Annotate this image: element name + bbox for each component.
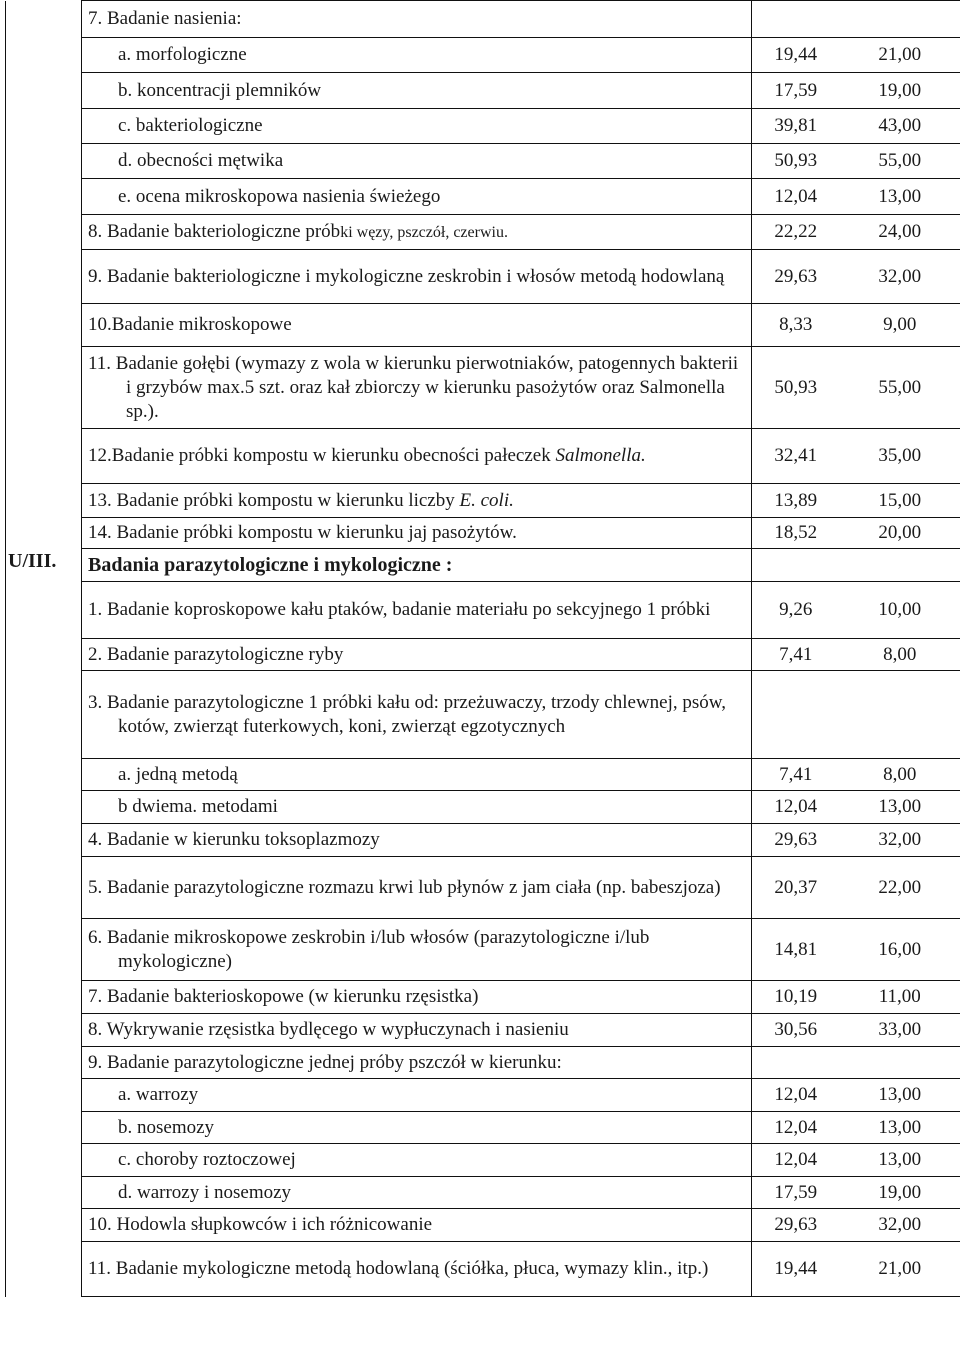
gross-price: 19,00	[878, 1181, 922, 1203]
gross-price: 20,00	[878, 522, 922, 543]
gross-price: 13,00	[878, 1149, 922, 1170]
net-price-cell	[752, 179, 840, 215]
net-price: 30,56	[774, 1019, 818, 1040]
gross-price-cell	[840, 759, 960, 791]
item-description-italic: E. coli.	[459, 489, 514, 511]
gross-price: 32,00	[878, 1214, 922, 1235]
gross-price-cell	[840, 824, 960, 857]
table-row	[6, 304, 960, 347]
item-description-cell	[82, 1, 752, 38]
gross-price-cell	[840, 347, 960, 429]
net-price: 10,19	[774, 986, 818, 1007]
gross-price: 55,00	[878, 376, 922, 398]
net-price: 14,81	[774, 938, 818, 960]
net-price-cell	[752, 981, 840, 1014]
net-price: 20,37	[774, 876, 818, 898]
gross-price-cell	[840, 671, 960, 759]
item-description: b dwiema. metodami	[118, 796, 278, 817]
gross-price-cell	[840, 1112, 960, 1144]
table-row	[6, 639, 960, 671]
net-price: 39,81	[774, 115, 818, 136]
gross-price-cell	[840, 582, 960, 639]
net-price: 12,04	[774, 796, 818, 817]
item-description: 2. Badanie parazytologiczne ryby	[88, 643, 344, 665]
table-row	[6, 518, 960, 549]
net-price: 22,22	[774, 221, 818, 242]
gross-price: 16,00	[878, 938, 922, 960]
net-price-cell	[752, 759, 840, 791]
net-price-cell	[752, 639, 840, 671]
item-description: e. ocena mikroskopowa nasienia świeżego	[118, 185, 441, 207]
gross-price-cell	[840, 179, 960, 215]
gross-price: 15,00	[878, 489, 922, 511]
net-price: 7,41	[779, 763, 813, 785]
table-row	[6, 1177, 960, 1209]
gross-price: 35,00	[878, 445, 922, 466]
gross-price-cell	[840, 639, 960, 671]
net-price: 12,04	[774, 1116, 818, 1138]
table-row	[6, 1112, 960, 1144]
net-price-cell	[752, 215, 840, 250]
item-description: 5. Badanie parazytologiczne rozmazu krwi lub płynów z jam ciała (np. babeszjoza)	[88, 876, 721, 898]
gross-price-cell	[840, 1079, 960, 1112]
item-description: 6. Badanie mikroskopowe zeskrobin i/lub włosów (parazytologiczne i/lub mykologiczne)	[88, 926, 650, 972]
item-description: 9. Badanie bakteriologiczne i mykologiczne zeskrobin i włosów metodą hodowlaną	[88, 265, 725, 287]
item-description-cell	[82, 1079, 752, 1112]
item-description-cell	[82, 549, 752, 582]
item-description-cell	[82, 109, 752, 144]
item-description: d. obecności mętwika	[118, 150, 284, 171]
gross-price: 22,00	[878, 876, 922, 898]
item-description-cell	[82, 518, 752, 549]
table-row	[6, 1242, 960, 1297]
item-description-cell	[82, 250, 752, 304]
item-description-cell	[82, 1014, 752, 1047]
net-price-cell	[752, 857, 840, 919]
item-description-cell	[82, 484, 752, 518]
gross-price-cell	[840, 518, 960, 549]
table-row	[6, 582, 960, 639]
table-row	[6, 857, 960, 919]
item-description-cell	[82, 857, 752, 919]
item-description-cell	[82, 347, 752, 429]
gross-price: 32,00	[878, 265, 922, 287]
item-description-cell	[82, 144, 752, 179]
net-price-cell	[752, 1047, 840, 1079]
item-description-cell	[82, 73, 752, 109]
table-row	[6, 981, 960, 1014]
item-description-wrap	[88, 490, 514, 511]
item-description: a. morfologiczne	[118, 44, 247, 65]
gross-price-cell	[840, 1242, 960, 1297]
item-description: a. warrozy	[118, 1084, 199, 1105]
table-row	[6, 1209, 960, 1242]
gross-price-cell	[840, 429, 960, 484]
item-description-cell	[82, 215, 752, 250]
net-price-cell	[752, 1, 840, 38]
item-description-cell	[82, 1209, 752, 1242]
item-description-cell	[82, 1177, 752, 1209]
gross-price: 8,00	[883, 643, 917, 665]
net-price-cell	[752, 1177, 840, 1209]
item-description-cell	[82, 1112, 752, 1144]
item-description: c. bakteriologiczne	[118, 115, 263, 136]
item-description: 9. Badanie parazytologiczne jednej próby pszczół w kierunku:	[88, 1051, 562, 1073]
table-row	[6, 347, 960, 429]
net-price: 18,52	[774, 522, 818, 543]
gross-price: 55,00	[878, 150, 922, 171]
item-description: 14. Badanie próbki kompostu w kierunku jaj pasożytów.	[88, 522, 517, 543]
section-label-cell	[6, 549, 82, 1297]
item-description-cell	[82, 981, 752, 1014]
item-description: c. choroby roztoczowej	[118, 1149, 296, 1170]
table-row	[6, 759, 960, 791]
gross-price-cell	[840, 1047, 960, 1079]
gross-price: 21,00	[878, 44, 922, 65]
section-heading: Badania parazytologiczne i mykologiczne :	[88, 553, 453, 576]
gross-price-cell	[840, 250, 960, 304]
net-price: 8,33	[779, 314, 813, 335]
item-description-cell	[82, 639, 752, 671]
gross-price: 19,00	[878, 79, 922, 101]
item-description-cell	[82, 582, 752, 639]
net-price: 19,44	[774, 1258, 818, 1279]
net-price: 50,93	[774, 376, 818, 398]
gross-price: 13,00	[878, 1116, 922, 1138]
net-price-cell	[752, 304, 840, 347]
table-row	[6, 250, 960, 304]
item-description-cell	[82, 1047, 752, 1079]
net-price-cell	[752, 484, 840, 518]
net-price: 13,89	[774, 489, 818, 511]
gross-price-cell	[840, 1177, 960, 1209]
gross-price-cell	[840, 109, 960, 144]
section-label-cell	[6, 1, 82, 549]
item-description-small: ki węzy, pszczół, czerwiu.	[340, 223, 508, 241]
gross-price-cell	[840, 215, 960, 250]
gross-price: 13,00	[878, 796, 922, 817]
net-price: 29,63	[774, 265, 818, 287]
net-price: 12,04	[774, 1149, 818, 1170]
net-price: 29,63	[774, 1214, 818, 1235]
table-row	[6, 919, 960, 981]
net-price: 29,63	[774, 829, 818, 850]
item-description-cell	[82, 759, 752, 791]
item-description: 11. Badanie gołębi (wymazy z wola w kierunku pierwotniaków, patogennych bakterii i grzybów max.5 szt. oraz kał zbiorczy w kierunku pasożytów oraz Salmonella sp.).	[88, 352, 739, 422]
item-description-cell	[82, 1242, 752, 1297]
net-price: 12,04	[774, 1084, 818, 1105]
gross-price-cell	[840, 1014, 960, 1047]
net-price-cell	[752, 1209, 840, 1242]
net-price-cell	[752, 582, 840, 639]
gross-price-cell	[840, 73, 960, 109]
net-price-cell	[752, 1014, 840, 1047]
item-description: d. warrozy i nosemozy	[118, 1181, 292, 1203]
net-price-cell	[752, 144, 840, 179]
item-description-cell	[82, 38, 752, 73]
item-description-italic: Salmonella.	[555, 445, 646, 466]
net-price: 17,59	[774, 79, 818, 101]
net-price-cell	[752, 1242, 840, 1297]
net-price: 12,04	[774, 185, 818, 207]
table-row	[6, 215, 960, 250]
gross-price: 11,00	[878, 986, 921, 1007]
gross-price-cell	[840, 484, 960, 518]
item-description: b. nosemozy	[118, 1116, 215, 1138]
item-description-cell	[82, 919, 752, 981]
gross-price: 9,00	[883, 314, 917, 335]
gross-price: 10,00	[878, 599, 922, 620]
gross-price: 8,00	[883, 763, 917, 785]
gross-price-cell	[840, 549, 960, 582]
item-description: 10.Badanie mikroskopowe	[88, 314, 292, 335]
net-price-cell	[752, 38, 840, 73]
net-price-cell	[752, 347, 840, 429]
table-row	[6, 1047, 960, 1079]
gross-price-cell	[840, 1209, 960, 1242]
gross-price: 21,00	[878, 1258, 922, 1279]
gross-price: 13,00	[878, 185, 922, 207]
net-price-cell	[752, 429, 840, 484]
table-row	[6, 38, 960, 73]
gross-price-cell	[840, 1144, 960, 1177]
gross-price: 24,00	[878, 221, 922, 242]
item-description: 4. Badanie w kierunku toksoplazmozy	[88, 829, 380, 850]
net-price: 32,41	[774, 445, 818, 466]
gross-price: 32,00	[878, 829, 922, 850]
table-row	[6, 73, 960, 109]
item-description: 13. Badanie próbki kompostu w kierunku liczby	[88, 489, 460, 511]
gross-price-cell	[840, 919, 960, 981]
table-row	[6, 824, 960, 857]
gross-price-cell	[840, 857, 960, 919]
net-price: 9,26	[779, 599, 813, 620]
table-row	[6, 1079, 960, 1112]
gross-price-cell	[840, 1, 960, 38]
item-description: 11. Badanie mykologiczne metodą hodowlaną (ściółka, płuca, wymazy klin., itp.)	[88, 1258, 709, 1279]
net-price-cell	[752, 250, 840, 304]
net-price: 7,41	[779, 643, 813, 665]
net-price-cell	[752, 518, 840, 549]
item-description: 10. Hodowla słupkowców i ich różnicowanie	[88, 1214, 433, 1235]
gross-price: 33,00	[878, 1019, 922, 1040]
gross-price-cell	[840, 304, 960, 347]
table-row	[6, 179, 960, 215]
table-row	[6, 1144, 960, 1177]
net-price-cell	[752, 109, 840, 144]
net-price-cell	[752, 549, 840, 582]
table-row	[6, 791, 960, 824]
gross-price: 43,00	[878, 115, 922, 136]
gross-price: 13,00	[878, 1084, 922, 1105]
item-description-cell	[82, 304, 752, 347]
item-description: 12.Badanie próbki kompostu w kierunku obecności pałeczek	[88, 445, 556, 466]
item-description: 7. Badanie bakterioskopowe (w kierunku rzęsistka)	[88, 986, 479, 1007]
net-price: 19,44	[774, 44, 818, 65]
net-price-cell	[752, 791, 840, 824]
item-description-cell	[82, 824, 752, 857]
table-row	[6, 1, 960, 38]
net-price-cell	[752, 73, 840, 109]
item-description: b. koncentracji plemników	[118, 79, 322, 101]
net-price: 50,93	[774, 150, 818, 171]
table-row	[6, 484, 960, 518]
table-row	[6, 1014, 960, 1047]
net-price-cell	[752, 1112, 840, 1144]
net-price-cell	[752, 824, 840, 857]
net-price-cell	[752, 1144, 840, 1177]
item-description-cell	[82, 429, 752, 484]
table-row	[6, 549, 960, 582]
gross-price-cell	[840, 791, 960, 824]
item-description: 8. Wykrywanie rzęsistka bydlęcego w wypłuczynach i nasieniu	[88, 1019, 569, 1040]
item-description-cell	[82, 179, 752, 215]
item-description: 8. Badanie bakteriologiczne prób	[88, 220, 341, 242]
item-description-wrap	[88, 444, 745, 468]
gross-price-cell	[840, 981, 960, 1014]
net-price: 17,59	[774, 1181, 818, 1203]
gross-price-cell	[840, 38, 960, 73]
item-description: a. jedną metodą	[118, 763, 238, 785]
item-description: 7. Badanie nasienia:	[88, 8, 242, 29]
table-row	[6, 144, 960, 179]
table-row	[6, 429, 960, 484]
item-description-cell	[82, 1144, 752, 1177]
item-description: 1. Badanie koproskopowe kału ptaków, badanie materiału po sekcyjnego 1 próbki	[88, 599, 711, 620]
gross-price-cell	[840, 144, 960, 179]
price-table	[5, 0, 960, 1297]
table-row	[6, 671, 960, 759]
item-description-cell	[82, 671, 752, 759]
item-description: 3. Badanie parazytologiczne 1 próbki kału od: przeżuwaczy, trzody chlewnej, psów, kotów, zwierząt futerkowych, koni, zwierząt egzotycznych	[88, 691, 727, 737]
net-price-cell	[752, 919, 840, 981]
item-description-cell	[82, 791, 752, 824]
table-row	[6, 109, 960, 144]
net-price-cell	[752, 1079, 840, 1112]
section-label: U/III.	[8, 549, 57, 572]
net-price-cell	[752, 671, 840, 759]
